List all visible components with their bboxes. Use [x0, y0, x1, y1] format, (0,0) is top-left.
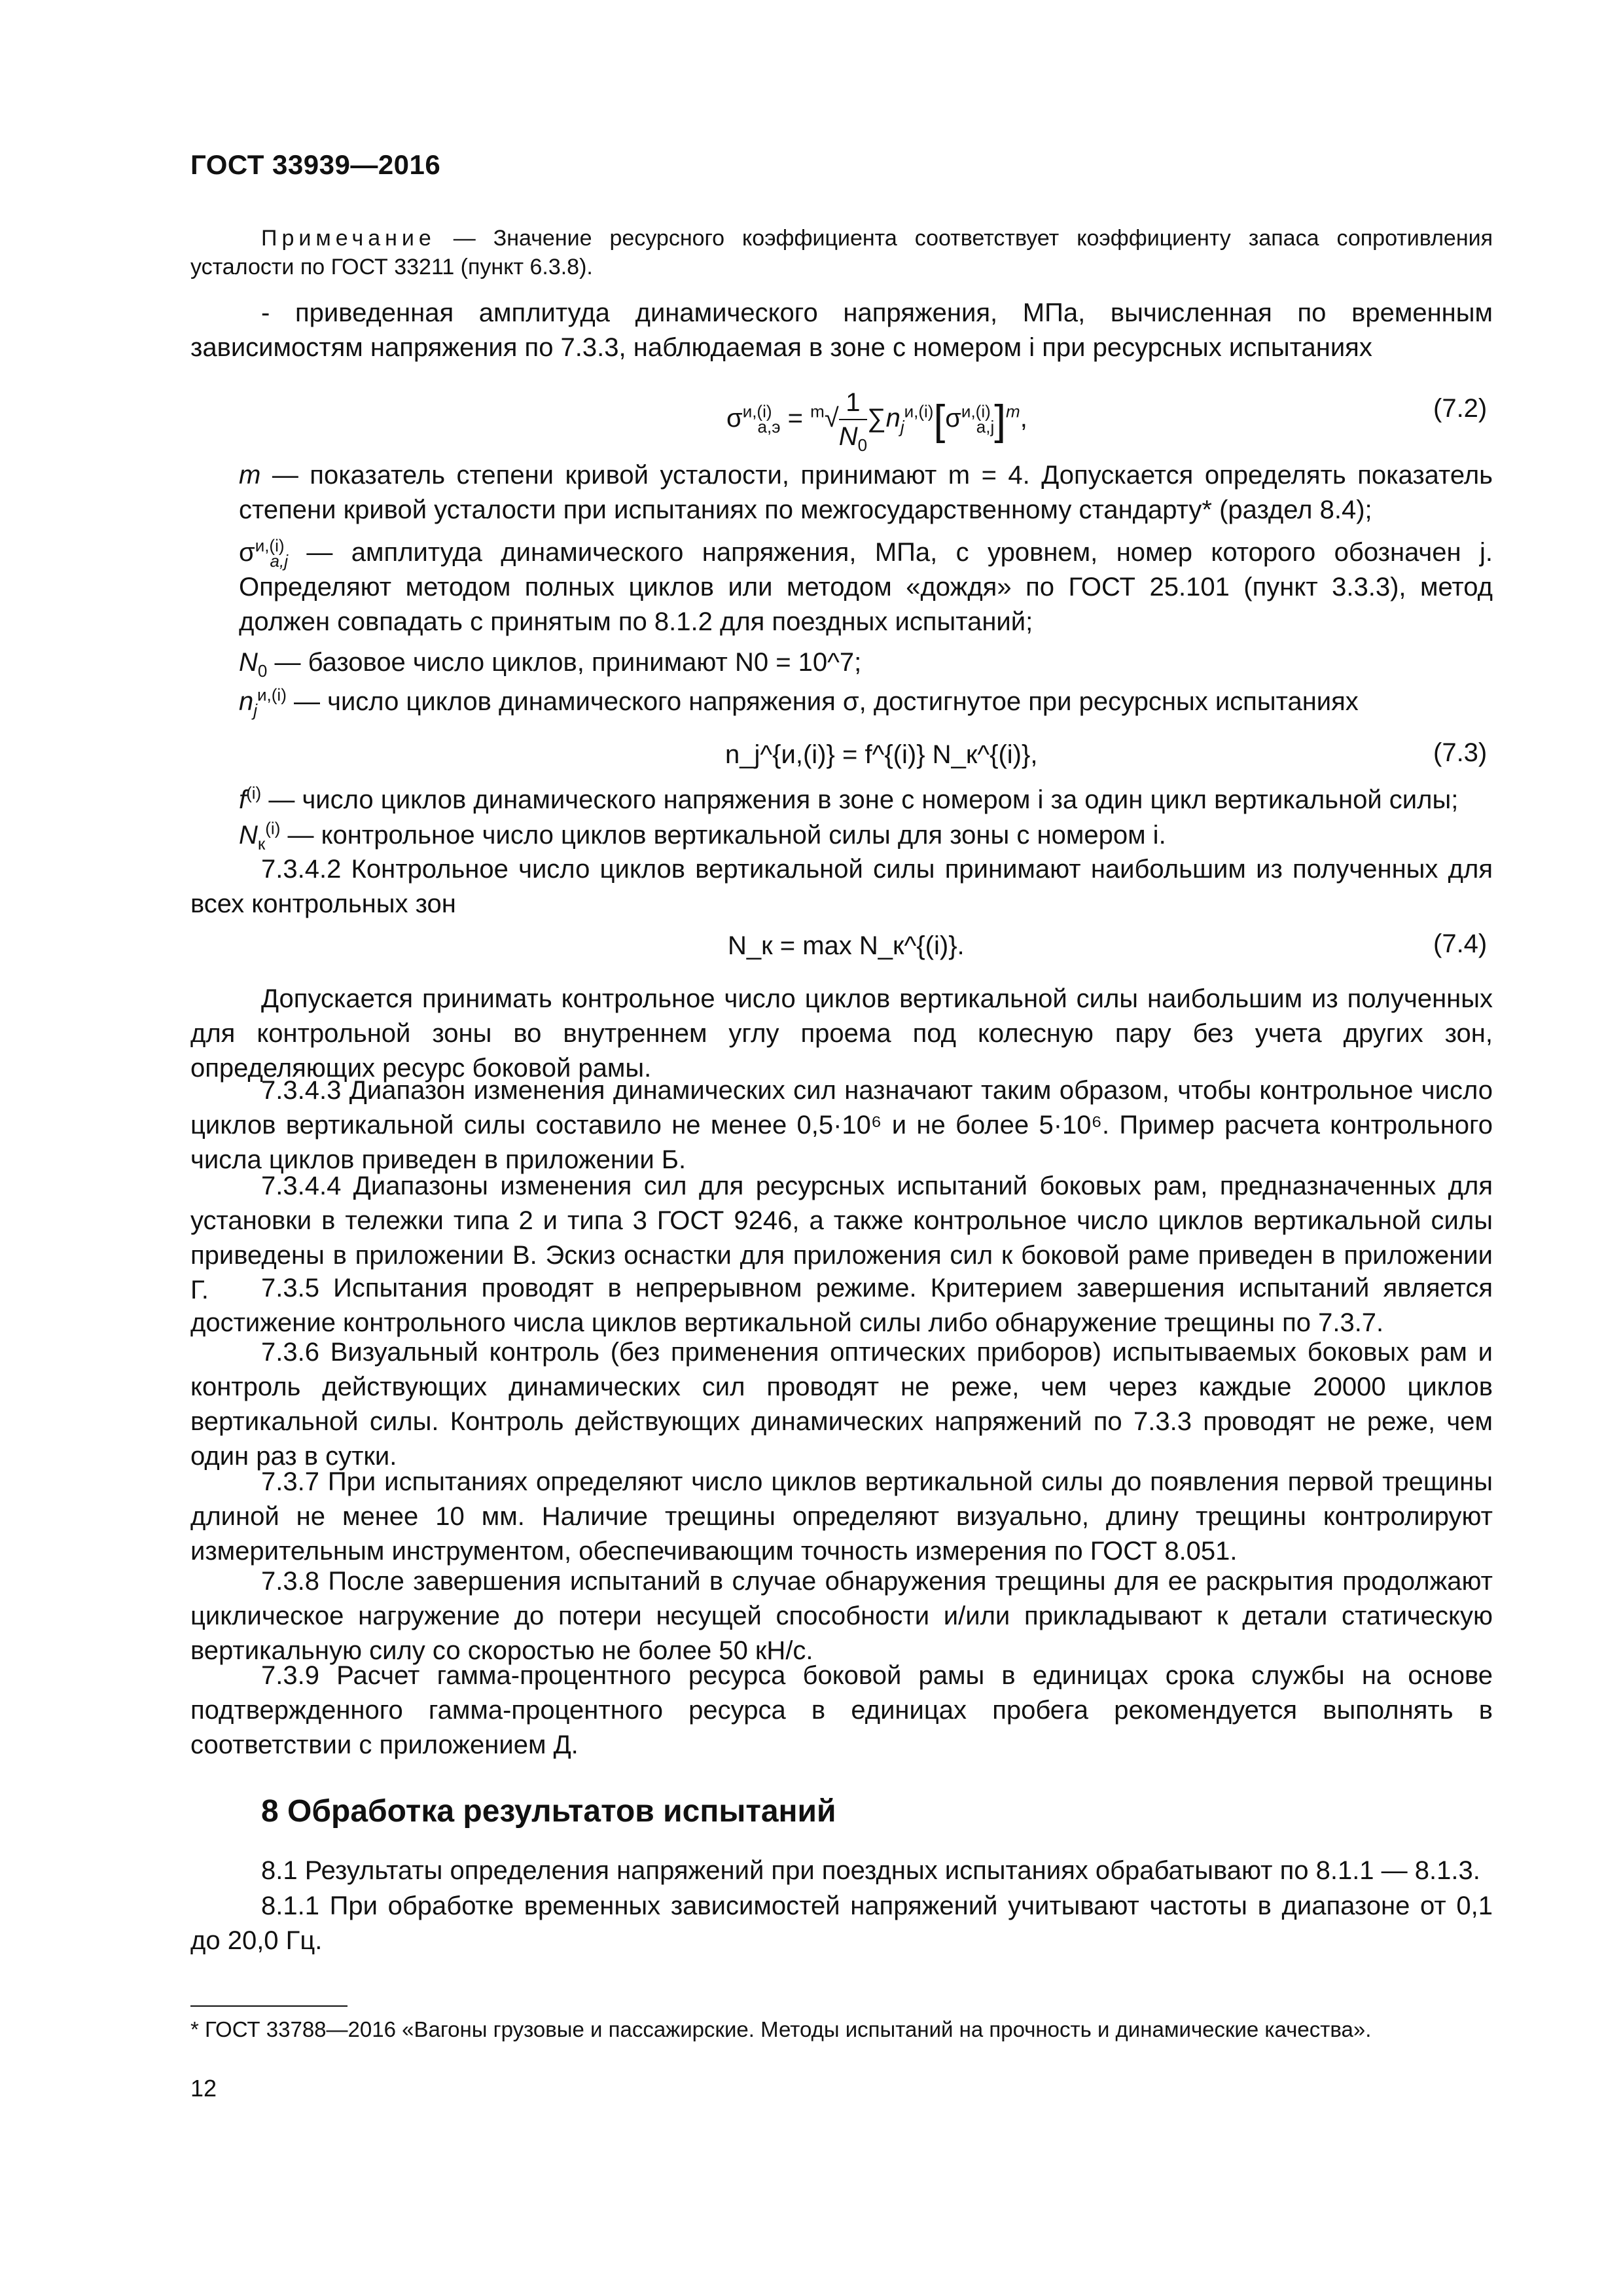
def-f-text: — число циклов динамического напряжения в зоне с номером i за один цикл вертикальной силы; — [261, 785, 1459, 814]
def-m-symbol: m — [239, 461, 261, 490]
paragraph-7-3-4-2: 7.3.4.2 Контрольное число циклов вертикальной силы принимают наибольшим из полученных для всех контрольных зон — [190, 855, 1493, 918]
footnote: * ГОСТ 33788—2016 «Вагоны грузовые и пассажирские. Методы испытаний на прочность и динамические качества». — [190, 2017, 1372, 2041]
def-sigma-symbol: $\sigma^{и,(i)}_{a,j}$ — [239, 535, 288, 571]
def-n0-text: — базовое число циклов, принимают N0 = 10^7; — [267, 648, 862, 677]
def-n0 — [239, 645, 1493, 680]
paragraph-7-3-4-3: 7.3.4.3 Диапазон изменения динамических сил назначают таким образом, чтобы контрольное число циклов вертикальной силы составило не менее 0,5·10⁶ и не более 5·10⁶. Пример расчета контрольного числа циклов приведен в приложении Б. — [190, 1076, 1493, 1174]
paragraph-8-1: 8.1 Результаты определения напряжений при поездных испытаниях обрабатывают по 8.1.1 — 8.1.3. — [261, 1856, 1480, 1885]
page-number: 12 — [190, 2075, 217, 2102]
paragraph-allowed: Допускается принимать контрольное число циклов вертикальной силы наибольшим из полученных для контрольной зоны во внутреннем углу проема под колесную пару без учета других зон, определяющих ресурс боковой рамы. — [190, 984, 1493, 1083]
footnote-separator — [190, 2005, 348, 2007]
note-label: Примечание — [261, 226, 436, 251]
def-nj-text: — число циклов динамического напряжения σ, достигнутое при ресурсных испытаниях — [286, 687, 1359, 716]
amplitude-paragraph: - приведенная амплитуда динамического напряжения, МПа, вычисленная по временным зависимостям напряжения по 7.3.3, наблюдаемая в зоне с номером i при ресурсных испытаниях — [190, 298, 1493, 362]
def-nk — [239, 818, 1493, 853]
paragraph-8-1-1: 8.1.1 При обработке временных зависимостей напряжений учитывают частоты в диапазоне от 0,1 до 20,0 Гц. — [190, 1892, 1493, 1955]
formula-7-2: $\sigma^{и,(i)}_{а,э} = ^m√$ $\frac{1}{N_0}$ $\sum n_j^{и,(i)}[\sigma^{и,(i)}_{a,j}]^m$, — [726, 386, 1027, 453]
def-f-symbol: $f^{(i)}$ — [239, 783, 262, 814]
paragraph-7-3-8: 7.3.8 После завершения испытаний в случае обнаружения трещины для ее раскрытия продолжают циклическое нагружение до потери несущей способности и/или прикладывают к детали статическую вертикальную силу со скоростью не более 50 кН/с. — [190, 1567, 1493, 1665]
def-nk-text: — контрольное число циклов вертикальной силы для зоны с номером i. — [280, 821, 1166, 850]
paragraph-7-3-5: 7.3.5 Испытания проводят в непрерывном режиме. Критерием завершения испытаний является достижение контрольного числа циклов вертикальной силы либо обнаружение трещины по 7.3.7. — [190, 1274, 1493, 1337]
def-sigma-text: — амплитуда динамического напряжения, МПа, с уровнем, номер которого обозначен j. Определяют методом полных циклов или методом «дождя» по ГОСТ 25.101 (пункт 3.3.3), метод должен совпадать с принятым по 8.1.2 для поездных испытаний; — [239, 538, 1493, 636]
formula-7-4: N_к = max N_к^{(i)}. — [728, 931, 965, 960]
paragraph-7-3-4-4: 7.3.4.4 Диапазоны изменения сил для ресурсных испытаний боковых рам, предназначенных для установки в тележки типа 2 и типа 3 ГОСТ 9246, а также контрольное число циклов вертикальной силы приведены в приложении В. Эскиз оснастки для приложения сил к боковой раме приведен в приложении Г. — [190, 1172, 1493, 1304]
def-m-text: — показатель степени кривой усталости, принимают m = 4. Допускается определять показатель степени кривой усталости при испытаниях по межгосударственному стандарту* (раздел 8.4); — [239, 461, 1493, 524]
note-text: — Значение ресурсного коэффициента соответствует коэффициенту запаса сопротивления усталости по ГОСТ 33211 (пункт 6.3.8). — [190, 226, 1493, 279]
def-nj-symbol: $n_j^{и,(i)}$ — [239, 685, 287, 720]
paragraph-7-3-6: 7.3.6 Визуальный контроль (без применения оптических приборов) испытываемых боковых рам и контроль действующих динамических сил проводят не реже, чем через каждые 20000 циклов вертикальной силы. Контроль действующих динамических напряжений по 7.3.3 проводят не реже, чем один раз в сутки. — [190, 1338, 1493, 1471]
def-m — [239, 458, 1493, 528]
def-n0-symbol: $N_0$ — [239, 648, 268, 681]
paragraph-7-3-7: 7.3.7 При испытаниях определяют число циклов вертикальной силы до появления первой трещины длиной не менее 10 мм. Наличие трещины определяют визуально, длину трещины контролируют измерительным инструментом, обеспечивающим точность измерения по ГОСТ 8.051. — [190, 1467, 1493, 1566]
paragraph-7-3-9: 7.3.9 Расчет гамма-процентного ресурса боковой рамы в единицах срока службы на основе подтвержденного гамма-процентного ресурса в единицах пробега рекомендуется выполнять в соответствии с приложением Д. — [190, 1661, 1493, 1759]
def-nk-symbol: $N_к^{(i)}$ — [239, 818, 281, 853]
note-paragraph — [190, 224, 1493, 281]
formula-7-3: n_j^{и,(i)} = f^{(i)} N_к^{(i)}, — [725, 740, 1038, 769]
def-sigma — [239, 535, 1493, 639]
formula-7-3-number: (7.3) — [1433, 738, 1488, 767]
def-f — [239, 783, 1493, 817]
formula-7-2-number: (7.2) — [1433, 394, 1488, 423]
document-header: ГОСТ 33939—2016 — [190, 149, 441, 180]
def-nj — [239, 685, 1493, 719]
section-heading: 8 Обработка результатов испытаний — [261, 1794, 836, 1829]
formula-7-4-number: (7.4) — [1433, 929, 1488, 958]
